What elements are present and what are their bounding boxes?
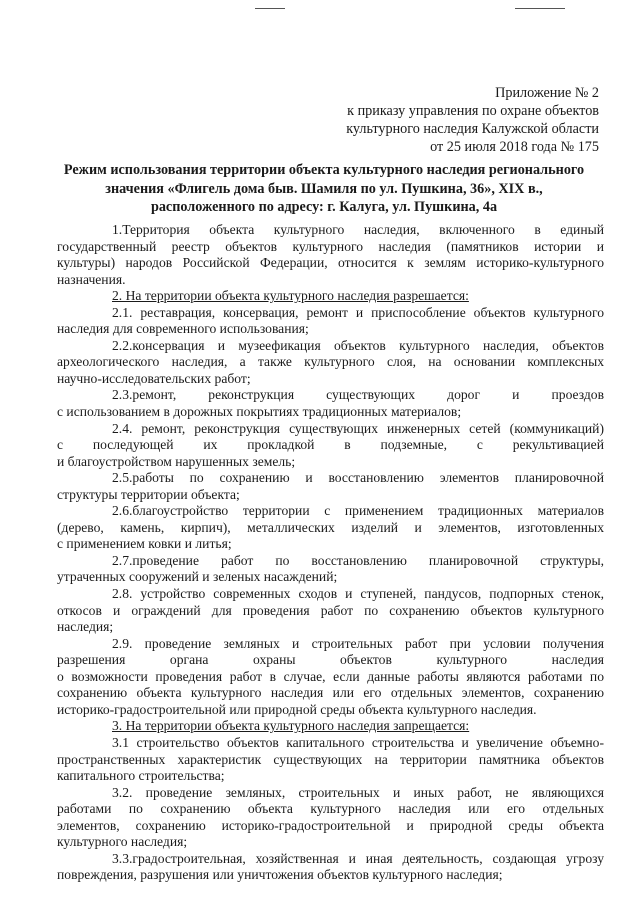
body-line: о возможности проведения работ в случае, если данные работы являются работами по <box>57 668 604 684</box>
body-line: 2.8. устройство современных сходов и ступеней, пандусов, подпорных стенок, <box>112 586 604 602</box>
appendix-date: от 25 июля 2018 года № 175 <box>430 139 599 155</box>
body-line: 2.6.благоустройство территории с применением традиционных материалов <box>112 503 604 519</box>
body-line: с применением ковки и литья; <box>57 536 232 552</box>
body-line: 2.5.работы по сохранению и восстановлению элементов планировочной <box>112 470 604 486</box>
body-line: элементов, сохранению историко-градостроительной и природной среды объекта <box>57 817 604 833</box>
body-line: 2.2.консервация и музеефикация объектов культурного наследия, объектов <box>112 337 604 353</box>
body-line: 2.3.ремонт, реконструкция существующих дорог и проездов <box>112 387 604 403</box>
appendix-authority: культурного наследия Калужской области <box>346 121 599 137</box>
body-line: 2.4. ремонт, реконструкция существующих инженерных сетей (коммуникаций) <box>112 420 604 436</box>
appendix-header <box>346 84 599 156</box>
body-line: 2.7.проведение работ по восстановлению планировочной структуры, <box>112 552 604 568</box>
title-line: расположенного по адресу: г. Калуга, ул. Пушкина, 4а <box>150 199 498 215</box>
body-line: структуры территории объекта; <box>57 486 240 502</box>
body-line: капитального строительства; <box>57 768 225 784</box>
body-line: 1.Территория объекта культурного наследия, включенного в единый <box>112 222 604 237</box>
body-line: научно-исследовательских работ; <box>57 370 251 386</box>
body-line: 3.2. проведение земляных, строительных и иных работ, не являющихся <box>112 784 604 800</box>
body-line: наследия для современного использования; <box>57 321 309 337</box>
section-heading-allowed: 2. На территории объекта культурного наследия разрешается: <box>112 288 469 304</box>
body-line: 2.9. проведение земляных и строительных работ при условии получения <box>112 635 604 651</box>
body-line: назначения. <box>57 271 126 287</box>
body-line: с использованием в дорожных покрытиях традиционных материалов; <box>57 404 462 420</box>
body-line: работами по сохранению объекта культурного наследия или его отдельных <box>57 801 604 817</box>
body-line: откосов и ограждений для проведения работ по сохранению объектов культурного <box>57 602 604 618</box>
section-heading-prohibited: 3. На территории объекта культурного наследия запрещается: <box>112 718 470 734</box>
appendix-order-ref: к приказу управления по охране объектов <box>347 103 599 119</box>
document-body <box>57 222 604 884</box>
body-line: и благоустройством нарушенных земель; <box>57 453 296 469</box>
scan-mark <box>255 8 285 9</box>
body-line: культурного наследия; <box>57 834 188 850</box>
body-line: (дерево, камень, кирпич), металлических изделий и элементов, изготовленных <box>57 519 604 535</box>
body-line: государственный реестр объектов культурного наследия (памятников истории и <box>57 238 604 254</box>
body-line: разрешения органа охраны объектов культурного наследия <box>57 652 604 668</box>
appendix-number: Приложение № 2 <box>495 85 599 101</box>
scan-mark <box>515 8 565 9</box>
body-line: утраченных сооружений и зеленых насаждений; <box>57 569 338 585</box>
body-line: сохранению объекта культурного наследия или его отдельных элементов, сохранению <box>57 685 604 701</box>
body-line: 3.3.градостроительная, хозяйственная и иная деятельность, создающая угрозу <box>112 850 604 866</box>
document-title <box>48 161 600 217</box>
body-line: пространственных характеристик существующих на территории памятника объектов <box>57 751 604 767</box>
title-line: Режим использования территории объекта культурного наследия регионального <box>63 162 585 178</box>
body-line: наследия; <box>57 619 114 635</box>
body-line: с последующей их прокладкой в подземные, с рекультивацией <box>57 437 604 453</box>
body-line: 3.1 строительство объектов капитального строительства и увеличение объемно- <box>112 734 604 750</box>
body-line: 2.1. реставрация, консервация, ремонт и приспособление объектов культурного <box>112 304 604 320</box>
title-line: значения «Флигель дома быв. Шамиля по ул. Пушкина, 36», XIX в., <box>105 180 543 197</box>
body-line: археологического наследия, а также культурного слоя, на основании комплексных <box>57 354 604 370</box>
body-line: историко-градостроительной или природной среды объекта культурного наследия. <box>57 701 537 717</box>
body-line: культуры) народов Российской Федерации, относится к землям историко-культурного <box>57 255 604 271</box>
body-line: повреждения, разрушения или уничтожения объектов культурного наследия; <box>57 867 503 883</box>
